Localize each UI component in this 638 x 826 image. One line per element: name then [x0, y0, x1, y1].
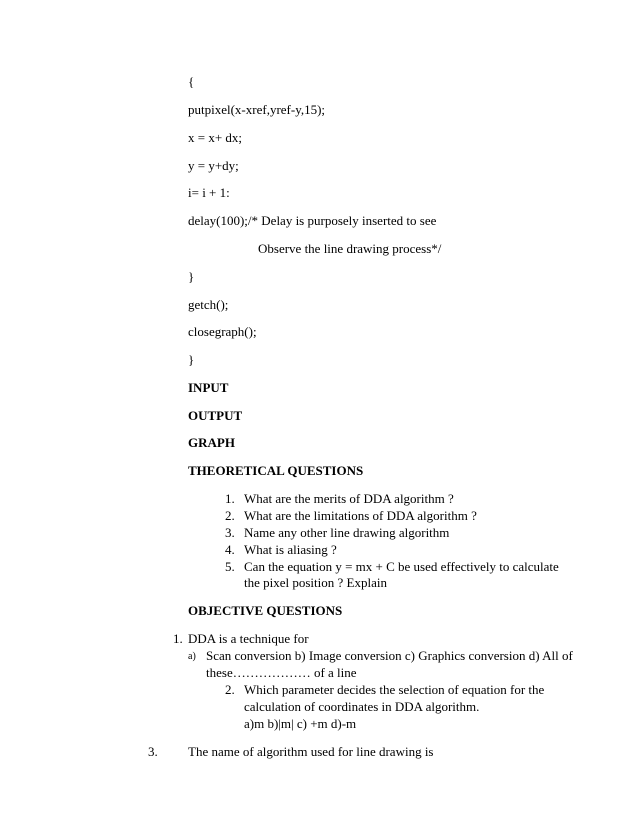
list-item-number: 3. — [225, 525, 235, 540]
code-putpixel: putpixel(x-xref,yref-y,15); — [188, 102, 326, 117]
heading-graph: GRAPH — [188, 435, 235, 450]
heading-objective-questions: OBJECTIVE QUESTIONS — [188, 603, 343, 618]
list-item-number: 4. — [225, 542, 235, 557]
code-delay-line2: Observe the line drawing process*/ — [258, 241, 442, 256]
objective-q2-line2: calculation of coordinates in DDA algorithm. — [244, 699, 480, 714]
list-item-number: 2. — [225, 508, 235, 523]
objective-q3-text: The name of algorithm used for line drawing is — [188, 744, 434, 759]
list-item: What are the limitations of DDA algorithm ? — [244, 508, 477, 523]
objective-q1-number: 1. — [173, 631, 183, 646]
list-item: What is aliasing ? — [244, 542, 337, 557]
objective-q1-options-line1: Scan conversion b) Image conversion c) Graphics conversion d) All of — [206, 648, 573, 663]
code-delay-line1: delay(100);/* Delay is purposely inserted to see — [188, 213, 437, 228]
code-close-brace-final: } — [188, 352, 195, 367]
code-getch: getch(); — [188, 297, 229, 312]
objective-q3-number: 3. — [148, 744, 158, 759]
code-close-brace: } — [188, 269, 195, 284]
list-item: Name any other line drawing algorithm — [244, 525, 450, 540]
objective-q1-text: DDA is a technique for — [188, 631, 309, 646]
list-item-number: 1. — [225, 491, 235, 506]
code-open-brace: { — [188, 74, 195, 89]
objective-q1-option-label: a) — [188, 651, 196, 662]
code-y-update: y = y+dy; — [188, 158, 239, 173]
objective-q2-number: 2. — [225, 682, 235, 697]
list-item-number: 5. — [225, 559, 235, 574]
list-item: Can the equation y = mx + C be used effectively to calculate — [244, 559, 559, 574]
heading-input: INPUT — [188, 380, 229, 395]
list-item-continuation: the pixel position ? Explain — [244, 575, 387, 590]
code-closegraph: closegraph(); — [188, 324, 257, 339]
code-x-update: x = x+ dx; — [188, 130, 243, 145]
heading-theoretical-questions: THEORETICAL QUESTIONS — [188, 463, 364, 478]
objective-q2-options: a)m b)|m| c) +m d)-m — [244, 716, 357, 731]
list-item: What are the merits of DDA algorithm ? — [244, 491, 454, 506]
heading-output: OUTPUT — [188, 408, 243, 423]
objective-q1-options-line2: these……………… of a line — [206, 665, 357, 680]
objective-q2-line1: Which parameter decides the selection of equation for the — [244, 682, 545, 697]
code-i-update: i= i + 1: — [188, 185, 230, 200]
